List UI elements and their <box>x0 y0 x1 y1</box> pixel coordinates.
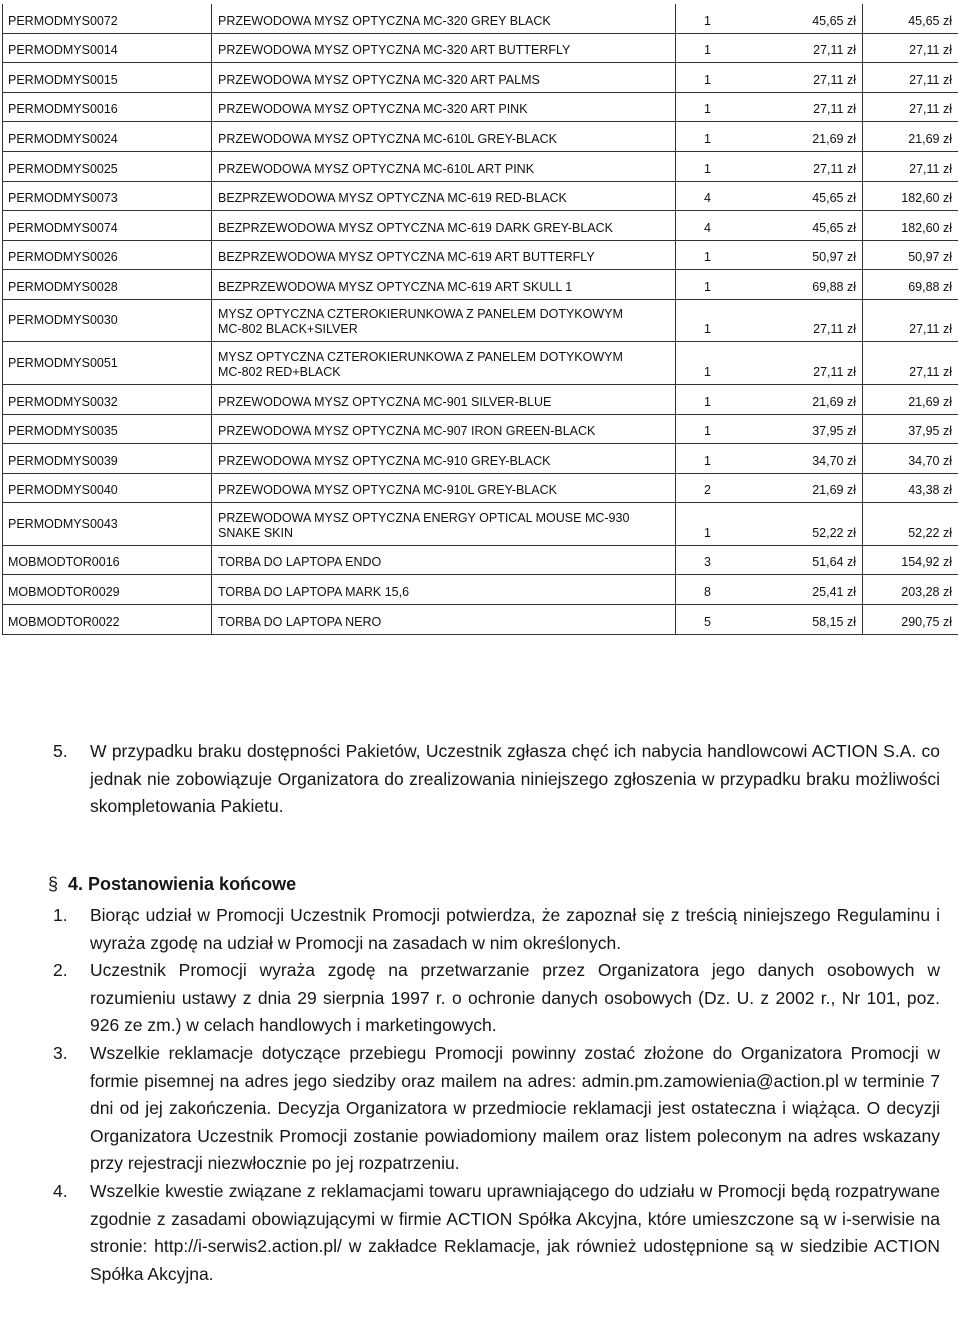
table-row <box>2 270 958 300</box>
item-text: Biorąc udział w Promocji Uczestnik Promocji potwierdza, że zapoznał się z treścią niniejszego Regulaminu i wyraża zgodę na udział w Promocji na zasadach w nim określonych. <box>90 905 940 953</box>
table-row <box>2 211 958 241</box>
total-price-cell: 290,75 zł <box>901 614 952 629</box>
section-heading <box>48 874 296 895</box>
product-name-cell: PRZEWODOWA MYSZ OPTYCZNA MC-320 ART PALMS <box>212 63 676 92</box>
product-code-cell: PERMODMYS0051 <box>2 342 212 384</box>
product-code-cell: PERMODMYS0030 <box>2 300 212 342</box>
quantity-cell: 4 <box>704 191 711 206</box>
quantity-cell: 1 <box>704 161 711 176</box>
product-name-cell: BEZPRZEWODOWA MYSZ OPTYCZNA MC-619 ART SKULL 1 <box>212 270 676 299</box>
total-price-cell: 69,88 zł <box>908 279 952 294</box>
product-name-cell: TORBA DO LAPTOPA MARK 15,6 <box>212 575 676 604</box>
quantity-cell: 8 <box>704 585 711 599</box>
table-row <box>2 182 958 212</box>
table-row <box>2 34 958 64</box>
table-row <box>2 63 958 93</box>
quantity-cell: 4 <box>704 220 711 235</box>
table-row <box>2 415 958 445</box>
paragraph-text: W przypadku braku dostępności Pakietów, Uczestnik zgłasza chęć ich nabycia handlowcowi ACTION S.A. co jednak nie zobowiązuje Organizatora do zrealizowania niniejszego zgłoszenia w przypadku braku możliwości skompletowania Pakietu. <box>90 741 940 817</box>
quantity-cell: 1 <box>704 279 711 294</box>
total-price-cell: 27,11 zł <box>909 322 952 337</box>
item-number: 4. <box>53 1180 68 1201</box>
table-row <box>2 241 958 271</box>
total-price-cell: 27,11 zł <box>909 364 952 379</box>
product-name-cell: PRZEWODOWA MYSZ OPTYCZNA MC-907 IRON GREEN-BLACK <box>212 415 676 444</box>
paragraph-5 <box>53 738 940 821</box>
table-row <box>2 444 958 474</box>
product-name-cell: PRZEWODOWA MYSZ OPTYCZNA ENERGY OPTICAL MOUSE MC-930 SNAKE SKIN <box>212 503 676 545</box>
quantity-cell: 1 <box>704 453 711 468</box>
product-code-cell: PERMODMYS0073 <box>2 182 212 211</box>
table-row <box>2 605 958 635</box>
product-code-cell: MOBMODTOR0029 <box>2 575 212 604</box>
product-name-cell: MYSZ OPTYCZNA CZTEROKIERUNKOWA Z PANELEM DOTYKOWYM MC-802 BLACK+SILVER <box>212 300 676 342</box>
table-row <box>2 385 958 415</box>
item-text: Wszelkie reklamacje dotyczące przebiegu Promocji powinny zostać złożone do Organizatora Promocji w formie pisemnej na adres jego siedziby oraz mailem na adres: admin.pm.zamowienia@action.pl w terminie 7 dni od jej zakończenia. Decyzja Organizatora w przedmiocie reklamacji jest ostateczna i wiążąca. O decyzji Organizatora Uczestnik Promocji zostanie powiadomiony mailem oraz listem poleconym na adres wskazany przy rejestracji niezwłocznie po jej rozpatrzeniu. <box>90 1042 940 1174</box>
section-title: 4. Postanowienia końcowe <box>68 874 297 894</box>
product-name-cell: PRZEWODOWA MYSZ OPTYCZNA MC-320 GREY BLACK <box>212 4 676 33</box>
quantity-cell: 1 <box>704 102 711 117</box>
quantity-cell: 1 <box>704 364 711 379</box>
unit-price-cell: 69,88 zł <box>741 270 863 299</box>
total-price-cell: 50,97 zł <box>908 250 952 265</box>
total-price-cell: 154,92 zł <box>901 555 952 570</box>
table-row <box>2 122 958 152</box>
product-name-cell: BEZPRZEWODOWA MYSZ OPTYCZNA MC-619 RED-BLACK <box>212 182 676 211</box>
total-price-cell: 182,60 zł <box>901 220 952 235</box>
product-code-cell: PERMODMYS0032 <box>2 385 212 414</box>
quantity-cell: 1 <box>704 13 711 28</box>
item-number: 3. <box>53 1042 68 1063</box>
item-number: 1. <box>53 905 68 925</box>
total-price-cell: 37,95 zł <box>908 424 952 439</box>
total-price-cell: 34,70 zł <box>908 453 952 468</box>
product-code-cell: MOBMODTOR0022 <box>2 605 212 634</box>
table-left-border <box>2 4 3 635</box>
product-code-cell: PERMODMYS0039 <box>2 444 212 473</box>
product-code-cell: MOBMODTOR0016 <box>2 546 212 575</box>
product-name-cell: PRZEWODOWA MYSZ OPTYCZNA MC-320 ART PINK <box>212 93 676 122</box>
product-name-cell: MYSZ OPTYCZNA CZTEROKIERUNKOWA Z PANELEM DOTYKOWYM MC-802 RED+BLACK <box>212 342 676 384</box>
unit-price-cell: 51,64 zł <box>741 546 863 575</box>
quantity-cell: 3 <box>704 555 711 570</box>
table-row <box>2 93 958 123</box>
unit-price-cell: 25,41 zł <box>741 575 863 604</box>
total-price-cell: 52,22 zł <box>908 525 952 540</box>
quantity-cell: 1 <box>704 131 711 146</box>
unit-price-cell: 27,11 zł <box>741 63 863 92</box>
product-code-cell: PERMODMYS0016 <box>2 93 212 122</box>
unit-price-cell: 27,11 zł <box>741 34 863 63</box>
product-name-cell: BEZPRZEWODOWA MYSZ OPTYCZNA MC-619 DARK GREY-BLACK <box>212 211 676 240</box>
product-code-cell: PERMODMYS0072 <box>2 4 212 33</box>
total-price-cell: 27,11 zł <box>909 43 952 58</box>
unit-price-cell: 45,65 zł <box>741 211 863 240</box>
table-row <box>2 4 958 34</box>
product-name-cell: PRZEWODOWA MYSZ OPTYCZNA MC-610L ART PINK <box>212 152 676 181</box>
unit-price-cell: 27,11 zł <box>741 152 863 181</box>
quantity-cell: 5 <box>704 614 711 629</box>
total-price-cell: 182,60 zł <box>901 191 952 206</box>
product-name-cell: PRZEWODOWA MYSZ OPTYCZNA MC-910L GREY-BLACK <box>212 474 676 503</box>
product-code-cell: PERMODMYS0035 <box>2 415 212 444</box>
table-row <box>2 474 958 504</box>
table-row <box>2 503 958 546</box>
product-code-cell: PERMODMYS0025 <box>2 152 212 181</box>
quantity-cell: 1 <box>704 250 711 265</box>
list-item <box>53 902 940 957</box>
product-name-cell: PRZEWODOWA MYSZ OPTYCZNA MC-901 SILVER-BLUE <box>212 385 676 414</box>
product-name-cell: PRZEWODOWA MYSZ OPTYCZNA MC-610L GREY-BLACK <box>212 122 676 151</box>
total-price-cell: 21,69 zł <box>908 131 952 146</box>
table-row <box>2 575 958 605</box>
product-code-cell: PERMODMYS0074 <box>2 211 212 240</box>
total-price-cell: 27,11 zł <box>909 102 952 117</box>
unit-price-cell: 27,11 zł <box>741 342 863 384</box>
quantity-cell: 2 <box>704 483 711 498</box>
unit-price-cell: 45,65 zł <box>741 182 863 211</box>
unit-price-cell: 21,69 zł <box>741 385 863 414</box>
list-item <box>53 1178 940 1288</box>
product-name-cell: BEZPRZEWODOWA MYSZ OPTYCZNA MC-619 ART BUTTERFLY <box>212 241 676 270</box>
total-price-cell: 43,38 zł <box>908 483 952 498</box>
unit-price-cell: 27,11 zł <box>741 300 863 342</box>
product-table <box>2 4 958 635</box>
quantity-cell: 1 <box>704 424 711 439</box>
product-code-cell: PERMODMYS0028 <box>2 270 212 299</box>
product-name-cell: PRZEWODOWA MYSZ OPTYCZNA MC-910 GREY-BLACK <box>212 444 676 473</box>
quantity-cell: 1 <box>704 72 711 87</box>
unit-price-cell: 27,11 zł <box>741 93 863 122</box>
unit-price-cell: 45,65 zł <box>741 4 863 33</box>
table-row <box>2 546 958 576</box>
unit-price-cell: 58,15 zł <box>741 605 863 634</box>
product-code-cell: PERMODMYS0040 <box>2 474 212 503</box>
total-price-cell: 27,11 zł <box>909 161 952 176</box>
quantity-cell: 1 <box>704 43 711 58</box>
total-price-cell: 27,11 zł <box>909 72 952 87</box>
product-code-cell: PERMODMYS0043 <box>2 503 212 545</box>
total-price-cell: 21,69 zł <box>908 394 952 409</box>
quantity-cell: 1 <box>704 394 711 409</box>
unit-price-cell: 52,22 zł <box>741 503 863 545</box>
list-item <box>53 1040 940 1178</box>
product-name-cell: PRZEWODOWA MYSZ OPTYCZNA MC-320 ART BUTTERFLY <box>212 34 676 63</box>
product-code-cell: PERMODMYS0026 <box>2 241 212 270</box>
unit-price-cell: 34,70 zł <box>741 444 863 473</box>
table-row <box>2 300 958 343</box>
unit-price-cell: 21,69 zł <box>741 122 863 151</box>
quantity-cell: 1 <box>704 525 711 540</box>
product-code-cell: PERMODMYS0015 <box>2 63 212 92</box>
unit-price-cell: 50,97 zł <box>741 241 863 270</box>
section-symbol: § <box>48 874 59 894</box>
final-provisions-list <box>53 902 940 1288</box>
item-text: Uczestnik Promocji wyraża zgodę na przetwarzanie przez Organizatora jego danych osobowych w rozumieniu ustawy z dnia 29 sierpnia 1997 r. o ochronie danych osobowych (Dz. U. z 2002 r., Nr 101, poz. 926 ze zm.) w celach handlowych i marketingowych. <box>90 960 940 1036</box>
list-item <box>53 957 940 1040</box>
total-price-cell: 203,28 zł <box>901 585 952 599</box>
quantity-cell: 1 <box>704 322 711 337</box>
table-row <box>2 152 958 182</box>
unit-price-cell: 37,95 zł <box>741 415 863 444</box>
paragraph-number: 5. <box>53 741 68 761</box>
total-price-cell: 45,65 zł <box>908 13 952 28</box>
item-number: 2. <box>53 960 68 981</box>
table-row <box>2 342 958 385</box>
item-text: Wszelkie kwestie związane z reklamacjami towaru uprawniającego do udziału w Promocji będą rozpatrywane zgodnie z zasadami obowiązującymi w firmie ACTION Spółka Akcyjna, które umieszczone są w i-serwisie na stronie: http://i-serwis2.action.pl/ w zakładce Reklamacje, jak również udostępnione są w siedzibie ACTION Spółka Akcyjna. <box>90 1180 940 1284</box>
product-name-cell: TORBA DO LAPTOPA NERO <box>212 605 676 634</box>
unit-price-cell: 21,69 zł <box>741 474 863 503</box>
product-name-cell: TORBA DO LAPTOPA ENDO <box>212 546 676 575</box>
product-code-cell: PERMODMYS0014 <box>2 34 212 63</box>
product-code-cell: PERMODMYS0024 <box>2 122 212 151</box>
